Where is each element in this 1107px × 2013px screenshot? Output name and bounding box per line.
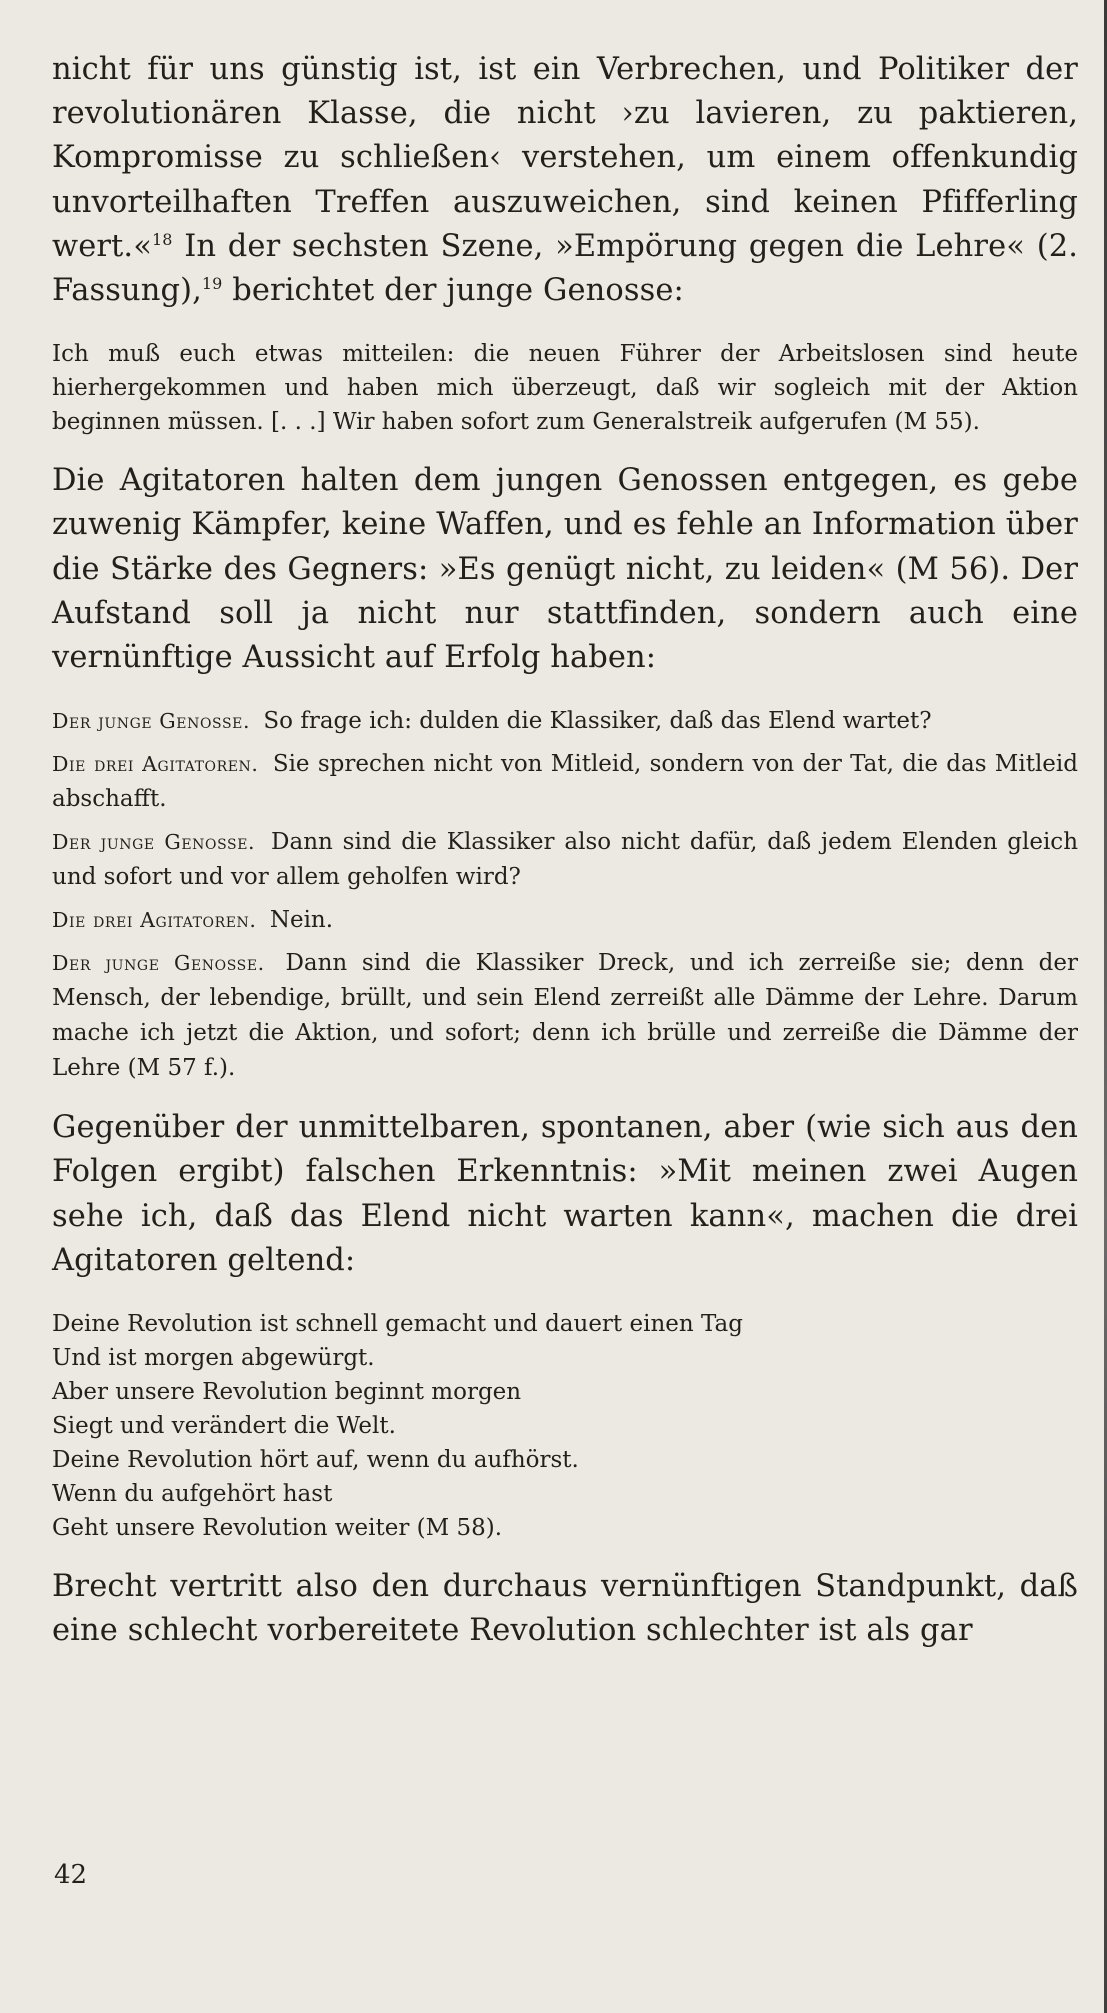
- verse-line: Und ist morgen abgewürgt.: [52, 1345, 375, 1372]
- paragraph-4: Brecht vertritt also den durchaus vernünftigen Standpunkt, daß eine schlecht vorbereitete Revolution schlechter ist als gar: [52, 1569, 1078, 1649]
- speaker-name: Der junge Genosse.: [52, 830, 256, 855]
- block-quote-1: Ich muß euch etwas mitteilen: die neuen Führer der Arbeitslosen sind heute hierhergekommen und haben mich überzeugt, daß wir sogleich mit der Aktion beginnen müssen. [. . .] Wir haben sofort zum Generalstreik aufgerufen (M 55).: [52, 341, 1078, 436]
- speaker-name: Der junge Genosse.: [52, 709, 251, 734]
- dialogue-line: [52, 903, 1078, 938]
- dialogue-line: [52, 825, 1078, 895]
- footnote-ref-18[interactable]: 18: [151, 229, 173, 249]
- verse-line: Deine Revolution hört auf, wenn du aufhörst.: [52, 1447, 579, 1474]
- verse-block: [52, 1307, 1078, 1545]
- footnote-ref-19[interactable]: 19: [201, 273, 223, 293]
- page-number: 42: [54, 1860, 88, 1890]
- paragraph-1-text-c: berichtet der junge Genosse:: [222, 273, 684, 309]
- verse-line: Geht unsere Revolution weiter (M 58).: [52, 1515, 503, 1542]
- dialogue-text: Dann sind die Klassiker Dreck, und ich zerreiße sie; denn der Mensch, der lebendige, brüllt, und sein Elend zerreißt alle Dämme der Lehre. Darum mache ich jetzt die Aktion, und sofort; denn ich brülle und zerreiße die Dämme der Lehre (M 57 f.).: [52, 950, 1079, 1082]
- verse-line: Siegt und verändert die Welt.: [52, 1413, 396, 1440]
- paragraph-2: Die Agitatoren halten dem jungen Genossen entgegen, es gebe zuwenig Kämpfer, keine Waffen, und es fehle an Information über die Stärke des Gegners: »Es genügt nicht, zu leiden« (M 56). Der Aufstand soll ja nicht nur stattfinden, sondern auch eine vernünftige Aussicht auf Erfolg haben:: [52, 463, 1078, 676]
- dialogue-block: [52, 704, 1078, 1086]
- paragraph-1-text-a: nicht für uns günstig ist, ist ein Verbrechen, und Politiker der revolutionären Klasse, die nicht ›zu lavieren, zu paktieren, Kompromisse zu schließen‹ verstehen, um einem offenkundig unvorteilhaften Treffen auszuweichen, sind keinen Pfifferling wert.«: [52, 52, 1078, 264]
- dialogue-text: Nein.: [262, 907, 334, 934]
- paragraph-1: [52, 48, 1078, 313]
- paragraph-1-text-b: In der sechsten Szene, »Empörung gegen die Lehre« (2. Fassung),: [52, 228, 1078, 309]
- dialogue-text: So frage ich: dulden die Klassiker, daß das Elend wartet?: [256, 708, 932, 735]
- dialogue-line: [52, 704, 1078, 739]
- paragraph-3: Gegenüber der unmittelbaren, spontanen, aber (wie sich aus den Folgen ergibt) falschen Erkenntnis: »Mit meinen zwei Augen sehe ich, daß das Elend nicht warten kann«, machen die drei Agitatoren geltend:: [52, 1110, 1078, 1278]
- speaker-name: Die drei Agitatoren.: [52, 908, 257, 933]
- speaker-name: Die drei Agitatoren.: [52, 752, 259, 777]
- dialogue-line: [52, 747, 1078, 817]
- text-column: [52, 48, 1078, 1677]
- dialogue-text: Sie sprechen nicht von Mitleid, sondern von der Tat, die das Mitleid abschafft.: [52, 751, 1078, 813]
- dialogue-line: [52, 946, 1078, 1086]
- verse-line: Wenn du aufgehört hast: [52, 1481, 333, 1508]
- dialogue-text: Dann sind die Klassiker also nicht dafür, daß jedem Elenden gleich und sofort und vor allem geholfen wird?: [52, 829, 1079, 891]
- speaker-name: Der junge Genosse.: [52, 951, 265, 976]
- verse-line: Deine Revolution ist schnell gemacht und dauert einen Tag: [52, 1311, 743, 1338]
- verse-line: Aber unsere Revolution beginnt morgen: [52, 1379, 522, 1406]
